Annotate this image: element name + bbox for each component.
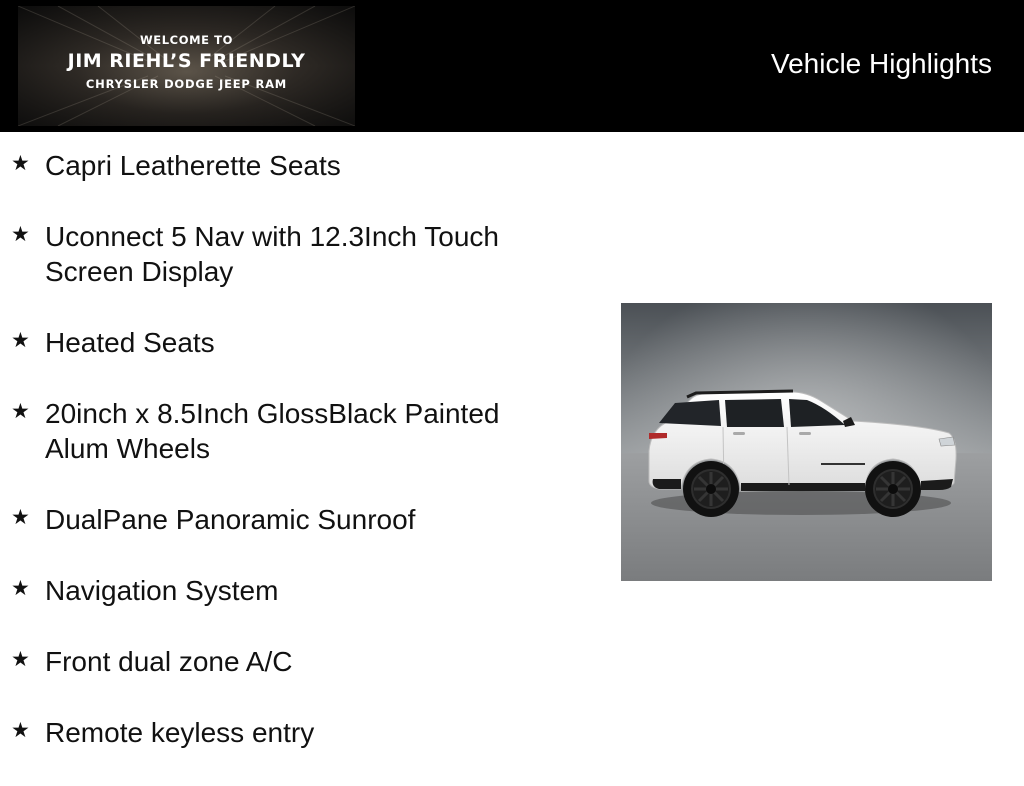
feature-label: Navigation System (45, 575, 279, 606)
logo-brands-text: CHRYSLER DODGE JEEP RAM (85, 77, 288, 91)
star-icon: ★ (11, 719, 30, 742)
feature-item (0, 325, 555, 360)
feature-item (0, 502, 555, 537)
header-bar (0, 0, 1024, 132)
front-wheel-graphic (865, 461, 921, 517)
feature-item (0, 573, 555, 608)
feature-label: DualPane Panoramic Sunroof (45, 504, 416, 535)
feature-item (0, 219, 555, 289)
logo-welcome-text: WELCOME TO (139, 33, 233, 47)
star-icon: ★ (11, 152, 30, 175)
logo-dealer-name: JIM RIEHL’S FRIENDLY (67, 50, 306, 72)
feature-list (0, 148, 580, 786)
vehicle-photo-graphic (621, 303, 992, 581)
feature-label: Heated Seats (45, 327, 215, 358)
star-icon: ★ (11, 577, 30, 600)
star-icon: ★ (11, 223, 30, 246)
page-title: Vehicle Highlights (770, 48, 992, 79)
feature-label: Uconnect 5 Nav with 12.3Inch Touch Screen Display (45, 221, 499, 287)
feature-label: Capri Leatherette Seats (45, 150, 341, 181)
feature-item (0, 148, 555, 183)
dealer-logo (18, 6, 355, 126)
feature-label: 20inch x 8.5Inch GlossBlack Painted Alum Wheels (45, 398, 500, 464)
feature-item (0, 396, 555, 466)
feature-item (0, 644, 555, 679)
feature-item (0, 715, 555, 750)
star-icon: ★ (11, 400, 30, 423)
rear-wheel-graphic (683, 461, 739, 517)
feature-label: Front dual zone A/C (45, 646, 293, 677)
vehicle-photo (621, 303, 992, 581)
star-icon: ★ (11, 648, 30, 671)
feature-label: Remote keyless entry (45, 717, 315, 748)
star-icon: ★ (11, 329, 30, 352)
star-icon: ★ (11, 506, 30, 529)
